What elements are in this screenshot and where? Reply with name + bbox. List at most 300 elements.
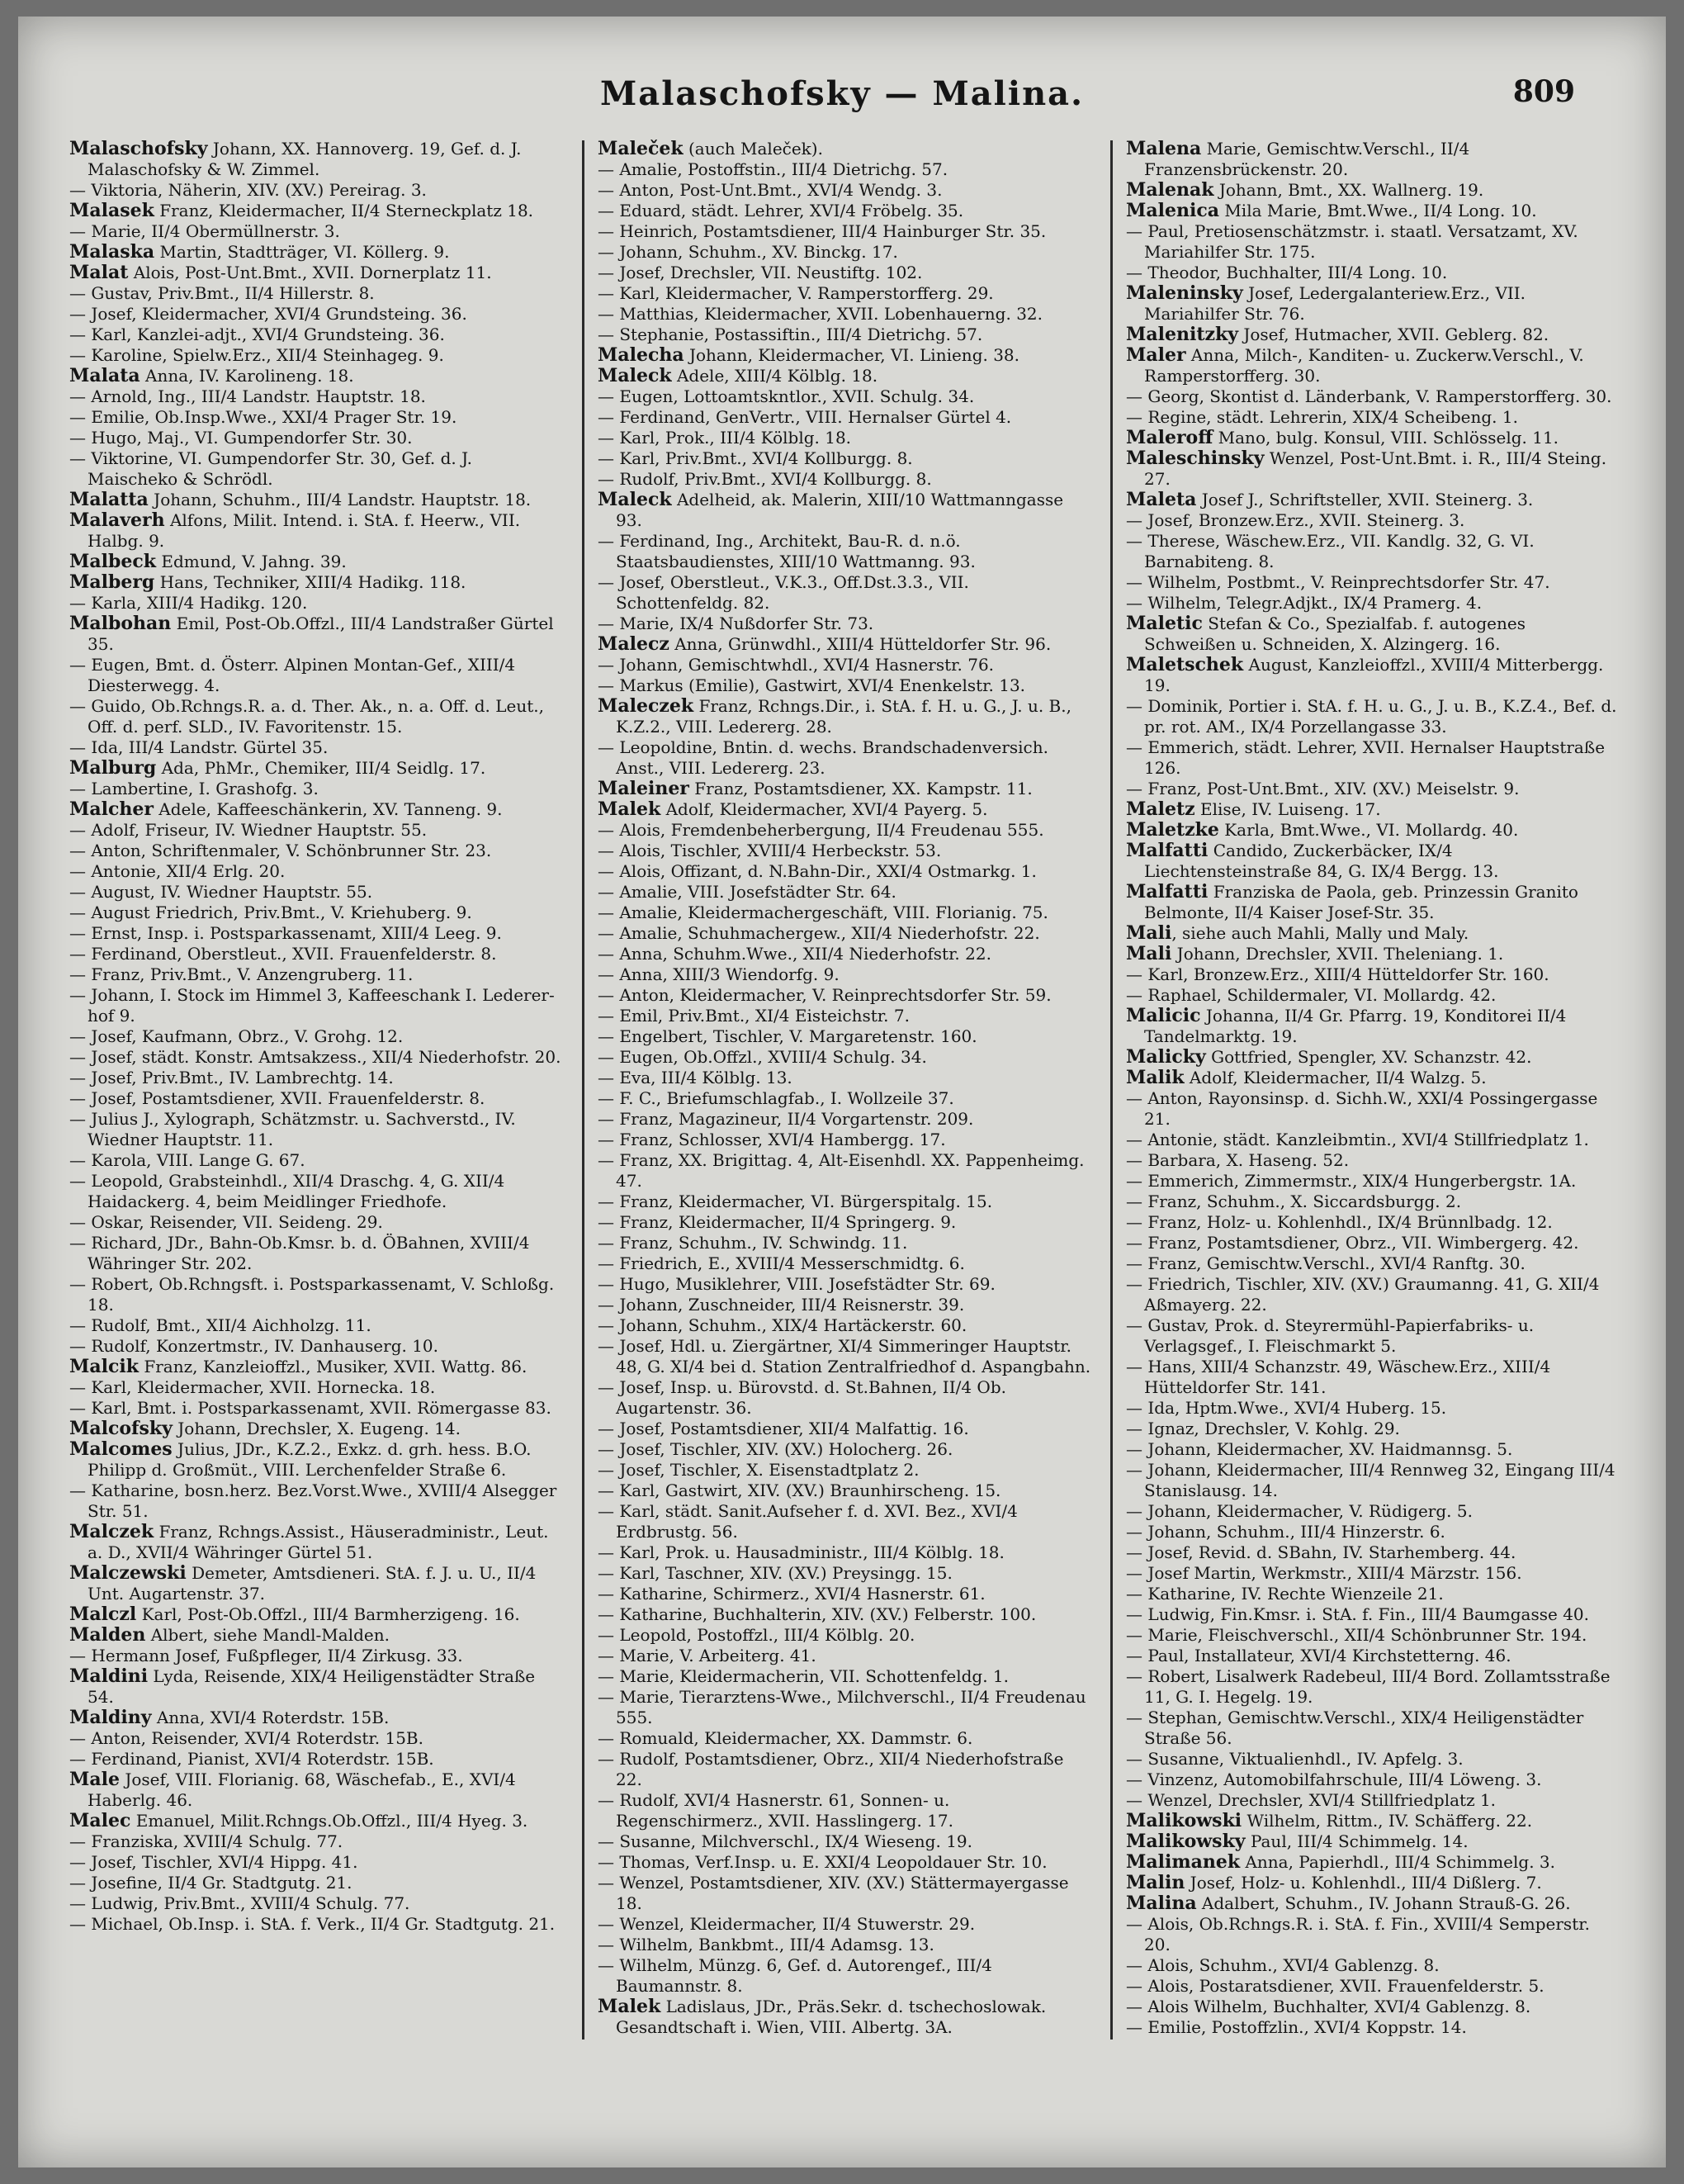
directory-entry (1126, 1811, 1621, 1831)
directory-entry (69, 944, 565, 964)
entry-dash: — (598, 1130, 620, 1149)
entry-text: Emil, Priv.Bmt., XI/4 Eisteichstr. 7. (619, 1006, 910, 1026)
directory-entry (598, 572, 1093, 614)
entry-text: Ada, PhMr., Chemiker, III/4 Seidlg. 17. (156, 758, 486, 778)
directory-entry (69, 1357, 565, 1377)
entry-text: Anna, IV. Karolineng. 18. (140, 366, 354, 386)
directory-entry (598, 1336, 1093, 1377)
directory-entry (1126, 345, 1621, 386)
entry-text: Emilie, Postoffzlin., XVI/4 Koppstr. 14. (1147, 2017, 1467, 2037)
directory-entry (1126, 593, 1621, 614)
directory-entry (598, 180, 1093, 201)
entry-text: Karl, Kleidermacher, XVII. Hornecka. 18. (91, 1377, 436, 1397)
entry-text: Vinzenz, Automobilfahrschule, III/4 Löweng. 3. (1147, 1769, 1542, 1789)
directory-page (18, 17, 1666, 2167)
directory-entry (69, 490, 565, 510)
directory-entry (1126, 696, 1621, 737)
entry-dash: — (69, 1026, 92, 1046)
directory-entry (1126, 944, 1621, 964)
entry-text: Franz, Holz- u. Kohlenhdl., IX/4 Brünnlbadg. 12. (1147, 1212, 1553, 1232)
entry-surname: Malaska (69, 241, 155, 263)
entry-text: Adalbert, Schuhm., IV. Johann Strauß-G. 26. (1196, 1893, 1571, 1913)
directory-entry (1126, 263, 1621, 283)
directory-entry (69, 1604, 565, 1625)
entry-text: Susanne, Milchverschl., IX/4 Wieseng. 19. (619, 1831, 973, 1851)
directory-entry (69, 572, 565, 593)
entry-dash: — (69, 964, 92, 984)
entry-text: Amalie, VIII. Josefstädter Str. 64. (619, 882, 896, 902)
entry-dash: — (598, 531, 620, 551)
entry-dash: — (69, 1336, 92, 1356)
entry-dash: — (1126, 1708, 1148, 1727)
directory-entry (598, 1666, 1093, 1687)
entry-dash: — (1126, 1212, 1148, 1232)
directory-entry (69, 1439, 565, 1480)
directory-entry (598, 1935, 1093, 1955)
entry-dash: — (1126, 1563, 1148, 1583)
entry-text: Friedrich, Tischler, XIV. (XV.) Graumanng. 41, G. XII/4 Aßmayerg. 22. (1144, 1274, 1600, 1315)
directory-entry (598, 1873, 1093, 1914)
directory-entry (1126, 923, 1621, 944)
entry-text: Anton, Rayonsinsp. d. Sichh.W., XXI/4 Possingergasse 21. (1144, 1088, 1598, 1129)
directory-entry (1126, 1831, 1621, 1852)
entry-dash: — (598, 1625, 620, 1645)
entry-dash: — (598, 1068, 620, 1087)
entry-dash: — (598, 861, 620, 881)
directory-entry (69, 263, 565, 283)
directory-entry (1126, 779, 1621, 799)
directory-entry (1126, 180, 1621, 201)
directory-entry (1126, 1501, 1621, 1522)
entry-dash: — (1126, 263, 1148, 282)
entry-text: Katharine, Schirmerz., XVI/4 Hasnerstr. 61. (619, 1584, 986, 1604)
entry-text: Alois, Fremdenbeherbergung, II/4 Freudenau 555. (619, 820, 1044, 840)
entry-text: Karl, Taschner, XIV. (XV.) Preysingg. 15. (619, 1563, 953, 1583)
directory-entry (598, 1047, 1093, 1068)
directory-entry (598, 696, 1093, 737)
entry-text: Ferdinand, Pianist, XVI/4 Roterdstr. 15B. (91, 1749, 434, 1769)
directory-entry (69, 407, 565, 428)
directory-entry (1126, 1708, 1621, 1749)
entry-dash: — (598, 201, 620, 220)
entry-text: Johann, XX. Hannoverg. 19, Gef. d. J. Malaschofsky & W. Zimmel. (88, 139, 522, 179)
directory-entry (69, 510, 565, 552)
entry-text: Josef, Kaufmann, Obrz., V. Grohg. 12. (91, 1026, 404, 1046)
directory-entry (598, 345, 1093, 366)
entry-dash: — (1126, 1315, 1148, 1335)
entry-dash: — (1126, 1666, 1148, 1686)
entry-text: Eugen, Bmt. d. Österr. Alpinen Montan-Gef., XIII/4 Diesterwegg. 4. (88, 655, 516, 695)
entry-dash: — (69, 428, 92, 448)
entry-dash: — (69, 696, 92, 716)
entry-text: Elise, IV. Luiseng. 17. (1194, 799, 1381, 819)
directory-entry (1126, 737, 1621, 779)
entry-dash: — (1126, 1233, 1148, 1253)
directory-entry (1126, 1439, 1621, 1460)
directory-entry (598, 1068, 1093, 1088)
entry-text: Wilhelm, Postbmt., V. Reinprechtsdorfer Str. 47. (1147, 572, 1550, 592)
entry-dash: — (598, 1460, 620, 1480)
directory-entry (598, 737, 1093, 779)
directory-entry (1126, 964, 1621, 985)
directory-entry (1126, 985, 1621, 1006)
entry-surname: Malikowsky (1126, 1831, 1246, 1852)
entry-dash: — (69, 882, 92, 902)
entry-text: Stephanie, Postassiftin., III/4 Dietrichg. 57. (619, 325, 983, 344)
entry-text: Adolf, Kleidermacher, II/4 Walzg. 5. (1184, 1068, 1487, 1087)
entry-dash: — (69, 820, 92, 840)
entry-surname: Maler (1126, 344, 1186, 366)
entry-dash: — (69, 1150, 92, 1170)
entry-text: Alois, Tischler, XVIII/4 Herbeckstr. 53. (619, 841, 942, 860)
directory-entry (1126, 428, 1621, 448)
directory-entry (598, 490, 1093, 531)
directory-entry (69, 1749, 565, 1769)
entry-text: Karl, Bmt. i. Postsparkassenamt, XVII. Römergasse 83. (91, 1398, 551, 1418)
entry-surname: Maletzke (1126, 819, 1219, 841)
entry-dash: — (1126, 1253, 1148, 1273)
entry-text: Ignaz, Drechsler, V. Kohlg. 29. (1147, 1419, 1400, 1438)
entry-text: Eugen, Lottoamtskntlor., XVII. Schulg. 34. (619, 386, 975, 406)
entry-dash: — (598, 1233, 620, 1253)
entry-text: Johann, Bmt., XX. Wallnerg. 19. (1213, 180, 1484, 200)
entry-dash: — (69, 345, 92, 365)
entry-dash: — (69, 1893, 92, 1913)
entry-dash: — (1126, 1088, 1148, 1108)
entry-text: Richard, JDr., Bahn-Ob.Kmsr. b. d. ÖBahnen, XVIII/4 Währinger Str. 202. (88, 1233, 530, 1273)
entry-text: Romuald, Kleidermacher, XX. Dammstr. 6. (619, 1728, 973, 1748)
entry-dash: — (598, 1274, 620, 1294)
entry-dash: — (69, 1068, 92, 1087)
directory-entry (1126, 1191, 1621, 1212)
directory-entry (69, 655, 565, 696)
entry-text: Franz, Rchngs.Assist., Häuseradministr., Leut. a. D., XVII/4 Währinger Gürtel 51. (88, 1522, 549, 1562)
directory-entry (598, 1377, 1093, 1419)
entry-text: Johann, Schuhm., III/4 Hinzerstr. 6. (1147, 1522, 1445, 1542)
directory-entry (598, 923, 1093, 944)
directory-entry (598, 1914, 1093, 1935)
entry-surname: Malena (1126, 139, 1202, 159)
entry-text: Josef, städt. Konstr. Amtsakzess., XII/4 Niederhofstr. 20. (91, 1047, 561, 1067)
directory-entry (69, 1646, 565, 1666)
entry-surname: Malina (1126, 1893, 1197, 1914)
entry-dash: — (598, 1790, 620, 1810)
directory-entry (69, 325, 565, 345)
directory-entry (69, 366, 565, 386)
directory-entry (1126, 1749, 1621, 1769)
entry-surname: Malfatti (1126, 881, 1209, 902)
entry-dash: — (598, 675, 620, 695)
entry-text: Antonie, XII/4 Erlg. 20. (91, 861, 286, 881)
entry-dash: — (69, 1377, 92, 1397)
directory-entry (598, 448, 1093, 469)
entry-text: Adele, Kaffeeschänkerin, XV. Tanneng. 9. (153, 799, 503, 819)
directory-entry (598, 201, 1093, 221)
entry-dash: — (1126, 1976, 1148, 1996)
entry-dash: — (598, 304, 620, 324)
entry-text: Ludwig, Priv.Bmt., XVIII/4 Schulg. 77. (91, 1893, 410, 1913)
entry-text: Edmund, V. Jahng. 39. (155, 552, 347, 571)
directory-entry (598, 634, 1093, 655)
entry-dash: — (598, 1026, 620, 1046)
entry-dash: — (598, 1935, 620, 1954)
entry-text: Anna, XVI/4 Roterdstr. 15B. (151, 1708, 390, 1727)
directory-entry (1126, 1460, 1621, 1501)
entry-dash: — (69, 1047, 92, 1067)
entry-dash: — (598, 1336, 620, 1356)
directory-entry (1126, 1150, 1621, 1171)
directory-entry (598, 304, 1093, 325)
entry-text: August Friedrich, Priv.Bmt., V. Kriehuberg. 9. (91, 902, 472, 922)
entry-text: Hugo, Musiklehrer, VIII. Josefstädter Str. 69. (619, 1274, 996, 1294)
directory-entry (598, 386, 1093, 407)
entry-text: Leopold, Grabsteinhdl., XII/4 Draschg. 4, G. XII/4 Haidackerg. 4, beim Meidlinger Friedhofe. (88, 1171, 505, 1211)
directory-entry (69, 1398, 565, 1419)
entry-text: Josef, Postamtsdiener, XVII. Frauenfelderstr. 8. (91, 1088, 485, 1108)
directory-entry (1126, 1542, 1621, 1563)
directory-entry (1126, 1253, 1621, 1274)
entry-text: Franziska, XVIII/4 Schulg. 77. (91, 1831, 343, 1851)
entry-surname: Maldiny (69, 1707, 152, 1728)
entry-text: Anton, Reisender, XVI/4 Roterdstr. 15B. (91, 1728, 423, 1748)
directory-entry (69, 304, 565, 325)
entry-text: Leopold, Postoffzl., III/4 Kölblg. 20. (619, 1625, 915, 1645)
entry-text: Anna, XIII/3 Wiendorfg. 9. (619, 964, 840, 984)
entry-dash: — (598, 1542, 620, 1562)
entry-text: Ernst, Insp. i. Postsparkassenamt, XIII/4 Leeg. 9. (91, 923, 502, 943)
entry-dash: — (1126, 407, 1148, 427)
entry-text: Josef, Tischler, X. Eisenstadtplatz 2. (619, 1460, 920, 1480)
entry-dash: — (1126, 1274, 1148, 1294)
entry-text: Josef J., Schriftsteller, XVII. Steinerg. 3. (1196, 490, 1534, 509)
directory-entry (1126, 531, 1621, 572)
entry-surname: Malenitzky (1126, 324, 1238, 345)
directory-entry (69, 964, 565, 985)
directory-entry (1126, 1976, 1621, 1997)
entry-dash: — (1126, 1439, 1148, 1459)
directory-entry (1126, 510, 1621, 531)
directory-entry (1126, 325, 1621, 345)
entry-text: Susanne, Viktualienhdl., IV. Apfelg. 3. (1147, 1749, 1464, 1769)
entry-text: Johann, Schuhm., XIX/4 Hartäckerstr. 60. (619, 1315, 967, 1335)
directory-entry (69, 923, 565, 944)
entry-text: Anna, Grünwdhl., XIII/4 Hütteldorfer Str. 96. (669, 634, 1052, 654)
directory-entry (1126, 820, 1621, 841)
entry-text: August, Kanzleioffzl., XVIII/4 Mitterbergg. 19. (1144, 655, 1604, 695)
entry-text: Josef, Insp. u. Bürovstd. d. St.Bahnen, II/4 Ob. Augartenstr. 36. (616, 1377, 1006, 1418)
entry-text: Johann, Kleidermacher, VI. Linieng. 38. (684, 345, 1020, 365)
directory-entry (598, 283, 1093, 304)
entry-dash: — (69, 1852, 92, 1872)
directory-entry (1126, 1666, 1621, 1708)
entry-dash: — (1126, 1769, 1148, 1789)
directory-entry (69, 1480, 565, 1522)
directory-entry (598, 799, 1093, 820)
entry-text: Heinrich, Postamtsdiener, III/4 Hainburger Str. 35. (619, 221, 1047, 241)
directory-entry (598, 1274, 1093, 1295)
directory-entry (69, 1811, 565, 1831)
entry-text: Lambertine, I. Grashofg. 3. (91, 779, 319, 798)
directory-entry (598, 159, 1093, 180)
entry-text: Karl, Prok. u. Hausadministr., III/4 Kölblg. 18. (619, 1542, 1005, 1562)
directory-entry (598, 779, 1093, 799)
directory-entry (1126, 1130, 1621, 1150)
entry-text: Johann, Gemischtwhdl., XVI/4 Hasnerstr. 76. (619, 655, 995, 675)
entry-text: Alois, Schuhm., XVI/4 Gablenzg. 8. (1147, 1955, 1440, 1975)
entry-text: Josef, Tischler, XVI/4 Hippg. 41. (91, 1852, 358, 1872)
entry-dash: — (598, 1191, 620, 1211)
entry-surname: Maleck (598, 489, 672, 510)
entry-dash: — (69, 1088, 92, 1108)
entry-dash: — (1126, 1460, 1148, 1480)
entry-dash: — (598, 1501, 620, 1521)
entry-text: Ida, Hptm.Wwe., XVI/4 Huberg. 15. (1147, 1398, 1447, 1418)
entry-surname: Maleiner (598, 778, 689, 799)
directory-entry (598, 366, 1093, 386)
entry-text: Matthias, Kleidermacher, XVII. Lobenhauerng. 32. (619, 304, 1043, 324)
directory-entry (1126, 448, 1621, 490)
entry-text: Franz, Kleidermacher, II/4 Sterneckplatz 18. (154, 201, 534, 220)
entry-dash: — (598, 407, 620, 427)
entry-dash: — (69, 737, 92, 757)
directory-entry (1126, 139, 1621, 180)
entry-text: Rudolf, Priv.Bmt., XVI/4 Kollburgg. 8. (619, 469, 932, 489)
entry-text: Rudolf, Konzertmstr., IV. Danhauserg. 10. (91, 1336, 439, 1356)
directory-entry (598, 841, 1093, 861)
entry-text: Gustav, Prok. d. Steyrermühl-Papierfabriks- u. Verlagsgef., I. Fleischmarkt 5. (1144, 1315, 1535, 1356)
entry-text: Ida, III/4 Landstr. Gürtel 35. (91, 737, 329, 757)
entry-text: Thomas, Verf.Insp. u. E. XXI/4 Leopoldauer Str. 10. (619, 1852, 1048, 1872)
entry-text: Marie, Tierarztens-Wwe., Milchverschl., II/4 Freudenau 555. (616, 1687, 1086, 1727)
directory-entry (1126, 1584, 1621, 1604)
directory-entry (598, 1026, 1093, 1047)
entry-surname: Malecz (598, 633, 669, 655)
entry-text: Karl, Prok., III/4 Kölblg. 18. (619, 428, 852, 448)
entry-text: Stephan, Gemischtw.Verschl., XIX/4 Heiligenstädter Straße 56. (1144, 1708, 1584, 1748)
directory-entry (598, 1109, 1093, 1130)
column-1 (69, 139, 565, 2038)
entry-text: Karl, städt. Sanit.Aufseher f. d. XVI. Bez., XVI/4 Erdbrustg. 56. (616, 1501, 1018, 1542)
entry-dash: — (598, 985, 620, 1005)
entry-dash: — (598, 448, 620, 468)
entry-surname: Male (69, 1769, 120, 1790)
entry-dash: — (598, 1315, 620, 1335)
entry-text: Amalie, Postoffstin., III/4 Dietrichg. 57. (619, 159, 948, 179)
entry-surname: Malberg (69, 571, 155, 593)
directory-entry (69, 1914, 565, 1935)
entry-dash: — (69, 221, 92, 241)
directory-entry (1126, 1315, 1621, 1357)
entry-text: Katharine, Buchhalterin, XIV. (XV.) Felberstr. 100. (619, 1604, 1037, 1624)
directory-entry (598, 1439, 1093, 1460)
entry-text: F. C., Briefumschlagfab., I. Wollzeile 37. (619, 1088, 954, 1108)
entry-text: Rudolf, Postamtsdiener, Obrz., XII/4 Niederhofstraße 22. (616, 1749, 1064, 1789)
entry-text: Barbara, X. Haseng. 52. (1147, 1150, 1350, 1170)
entry-surname: Malden (69, 1624, 146, 1646)
entry-text: Georg, Skontist d. Länderbank, V. Ramperstorfferg. 30. (1147, 386, 1612, 406)
directory-entry (598, 242, 1093, 263)
directory-entry (1126, 201, 1621, 221)
entry-dash: — (598, 572, 620, 592)
directory-entry (69, 201, 565, 221)
entry-dash: — (598, 283, 620, 303)
directory-entry (1126, 2017, 1621, 2038)
entry-text: Stefan & Co., Spezialfab. f. autogenes Schweißen u. Schneiden, X. Alzingerg. 16. (1144, 614, 1526, 654)
entry-dash: — (69, 985, 92, 1005)
directory-entry (69, 1109, 565, 1150)
entry-surname: Maldini (69, 1665, 149, 1687)
directory-entry (69, 1563, 565, 1604)
entry-dash: — (69, 1873, 92, 1893)
entry-dash: — (69, 593, 92, 613)
entry-text: Franz, Postamtsdiener, Obrz., VII. Wimbergerg. 42. (1147, 1233, 1579, 1253)
directory-entry (598, 1542, 1093, 1563)
entry-text: Adelheid, ak. Malerin, XIII/10 Wattmanngasse 93. (616, 490, 1064, 530)
entry-text: Alfons, Milit. Intend. i. StA. f. Heerw., VII. Halbg. 9. (88, 510, 521, 551)
entry-text: Karl, Priv.Bmt., XVI/4 Kollburgg. 8. (619, 448, 913, 468)
directory-entry (69, 1233, 565, 1274)
column-3 (1126, 139, 1621, 2038)
directory-entry (598, 964, 1093, 985)
directory-entry (598, 861, 1093, 882)
entry-dash: — (69, 1831, 92, 1851)
directory-entry (69, 1212, 565, 1233)
entry-text: Raphael, Schildermaler, VI. Mollardg. 42. (1147, 985, 1497, 1005)
entry-text: Marie, IX/4 Nußdorfer Str. 73. (619, 614, 874, 633)
entry-surname: Malek (598, 798, 661, 820)
directory-entry (69, 1026, 565, 1047)
entry-text: Franz, Schuhm., IV. Schwindg. 11. (619, 1233, 908, 1253)
directory-entry (1126, 1893, 1621, 1914)
entry-text: Amalie, Schuhmachergew., XII/4 Niederhofstr. 22. (619, 923, 1040, 943)
entry-text: Josef, Tischler, XIV. (XV.) Holocherg. 26. (619, 1439, 953, 1459)
entry-text: Emanuel, Milit.Rchngs.Ob.Offzl., III/4 Hyeg. 3. (130, 1811, 528, 1831)
entry-text: Franz, Schlosser, XVI/4 Hambergg. 17. (619, 1130, 946, 1149)
entry-dash: — (1126, 1501, 1148, 1521)
entry-text: Paul, III/4 Schimmelg. 14. (1245, 1831, 1469, 1851)
entry-text: Karl, Post-Ob.Offzl., III/4 Barmherzigeng. 16. (136, 1604, 520, 1624)
entry-surname: Malcomes (69, 1438, 173, 1460)
directory-entry (598, 1852, 1093, 1873)
directory-entry (598, 325, 1093, 345)
directory-entry (1126, 1997, 1621, 2017)
entry-surname: Malicky (1126, 1046, 1206, 1068)
directory-entry (69, 1419, 565, 1439)
entry-dash: — (1126, 531, 1148, 551)
directory-entry (598, 675, 1093, 696)
directory-entry (598, 944, 1093, 964)
entry-text: Josef, Oberstleut., V.K.3., Off.Dst.3.3., VII. Schottenfeldg. 82. (616, 572, 969, 613)
directory-entry (598, 139, 1093, 159)
directory-entry (1126, 1357, 1621, 1398)
entry-text: Anton, Schriftenmaler, V. Schönbrunner Str. 23. (91, 841, 492, 860)
entry-dash: — (598, 964, 620, 984)
directory-entry (1126, 1646, 1621, 1666)
entry-text: Anton, Post-Unt.Bmt., XVI/4 Wendg. 3. (619, 180, 943, 200)
directory-entry (598, 263, 1093, 283)
entry-dash: — (69, 1914, 92, 1934)
entry-dash: — (69, 283, 92, 303)
directory-entry (69, 448, 565, 490)
columns (69, 139, 1621, 2038)
directory-entry (598, 1604, 1093, 1625)
entry-dash: — (598, 1439, 620, 1459)
entry-text: Karoline, Spielw.Erz., XII/4 Steinhageg. 9. (91, 345, 444, 365)
entry-dash: — (598, 1831, 620, 1851)
directory-entry (598, 882, 1093, 902)
entry-dash: — (1126, 1398, 1148, 1418)
entry-text: Josef, Hutmacher, XVII. Geblerg. 82. (1238, 325, 1549, 344)
